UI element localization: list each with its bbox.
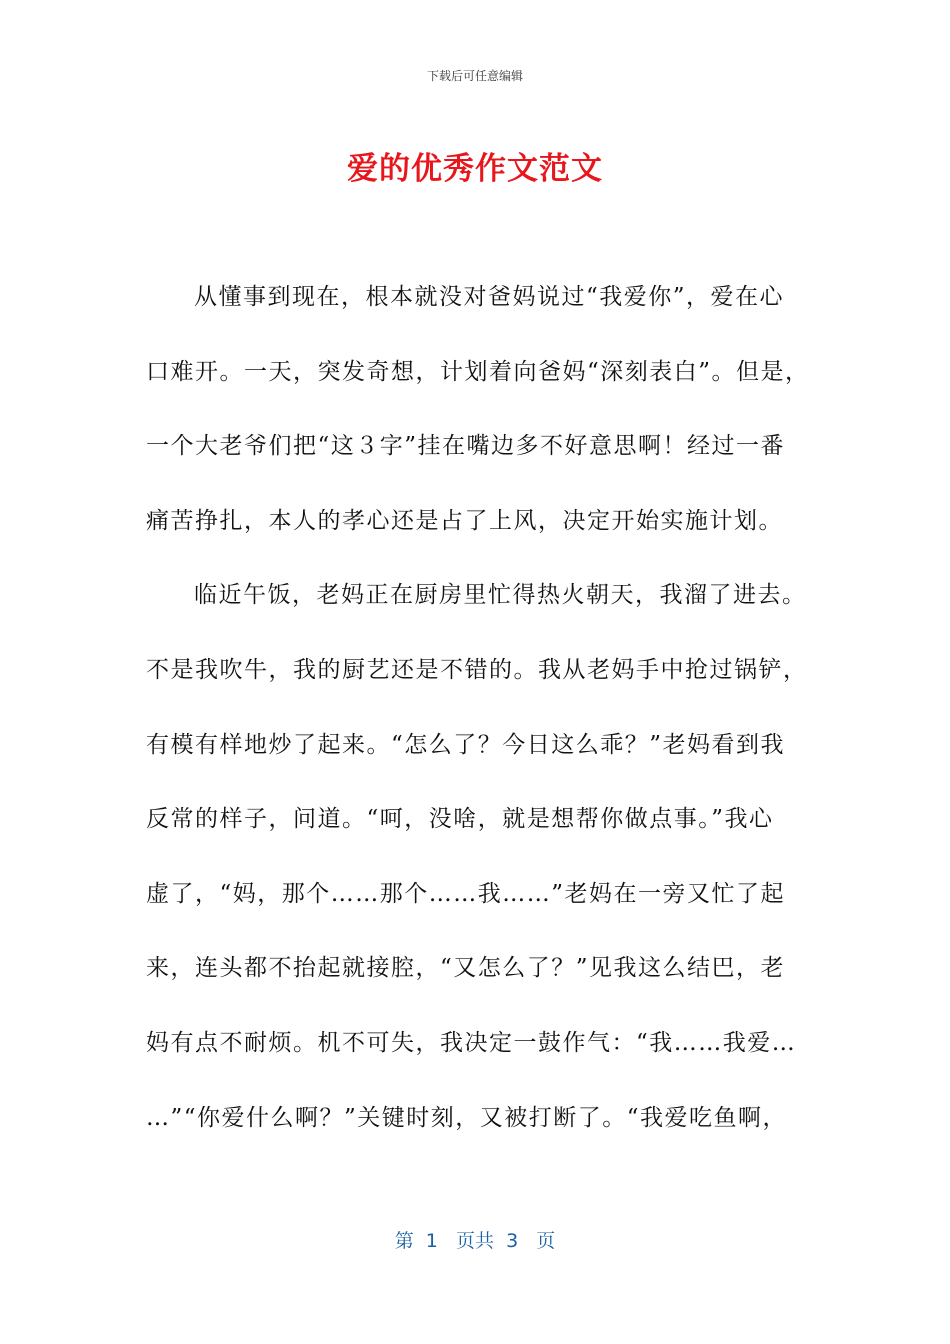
- paragraph-line: 口难开。一天，突发奇想，计划着向爸妈“深刻表白”。但是，: [146, 358, 810, 385]
- paragraph-line: 临近午饭，老妈正在厨房里忙得热火朝天，我溜了进去。: [194, 582, 807, 609]
- paragraph-line: …”“你爱什么啊？”关键时刻，又被打断了。“我爱吃鱼啊，: [146, 1104, 788, 1131]
- paragraph-line: 妈有点不耐烦。机不可失，我决定一鼓作气：“我……我爱…: [146, 1029, 797, 1056]
- document-title: 爱的优秀作文范文: [347, 151, 603, 187]
- paragraph-line: 一个大老爷们把“这３字”挂在嘴边多不好意思啊！经过一番: [146, 433, 786, 460]
- paragraph-line: 从懂事到现在，根本就没对爸妈说过“我爱你”，爱在心: [194, 284, 785, 310]
- paragraph-line: 反常的样子，问道。“呵，没啥，就是想帮你做点事。”我心: [146, 806, 774, 833]
- paragraph-line: 虚了，“妈，那个……那个……我……”老妈在一旁又忙了起: [146, 880, 786, 907]
- paragraph-line: 痛苦挣扎，本人的孝心还是占了上风，决定开始实施计划。: [146, 507, 783, 534]
- paragraph-line: 有模有样地炒了起来。“怎么了？今日这么乖？”老妈看到我: [146, 731, 786, 758]
- header-note: 下载后可任意编辑: [426, 69, 523, 83]
- page-number-footer: 第 1 页共 3 页: [394, 1230, 556, 1252]
- document-body: [146, 272, 810, 1167]
- paragraph-line: 来，连头都不抬起就接腔，“又怎么了？”见我这么结巴，老: [146, 955, 786, 982]
- paragraph-line: 不是我吹牛，我的厨艺还是不错的。我从老妈手中抢过锅铲，: [146, 656, 808, 683]
